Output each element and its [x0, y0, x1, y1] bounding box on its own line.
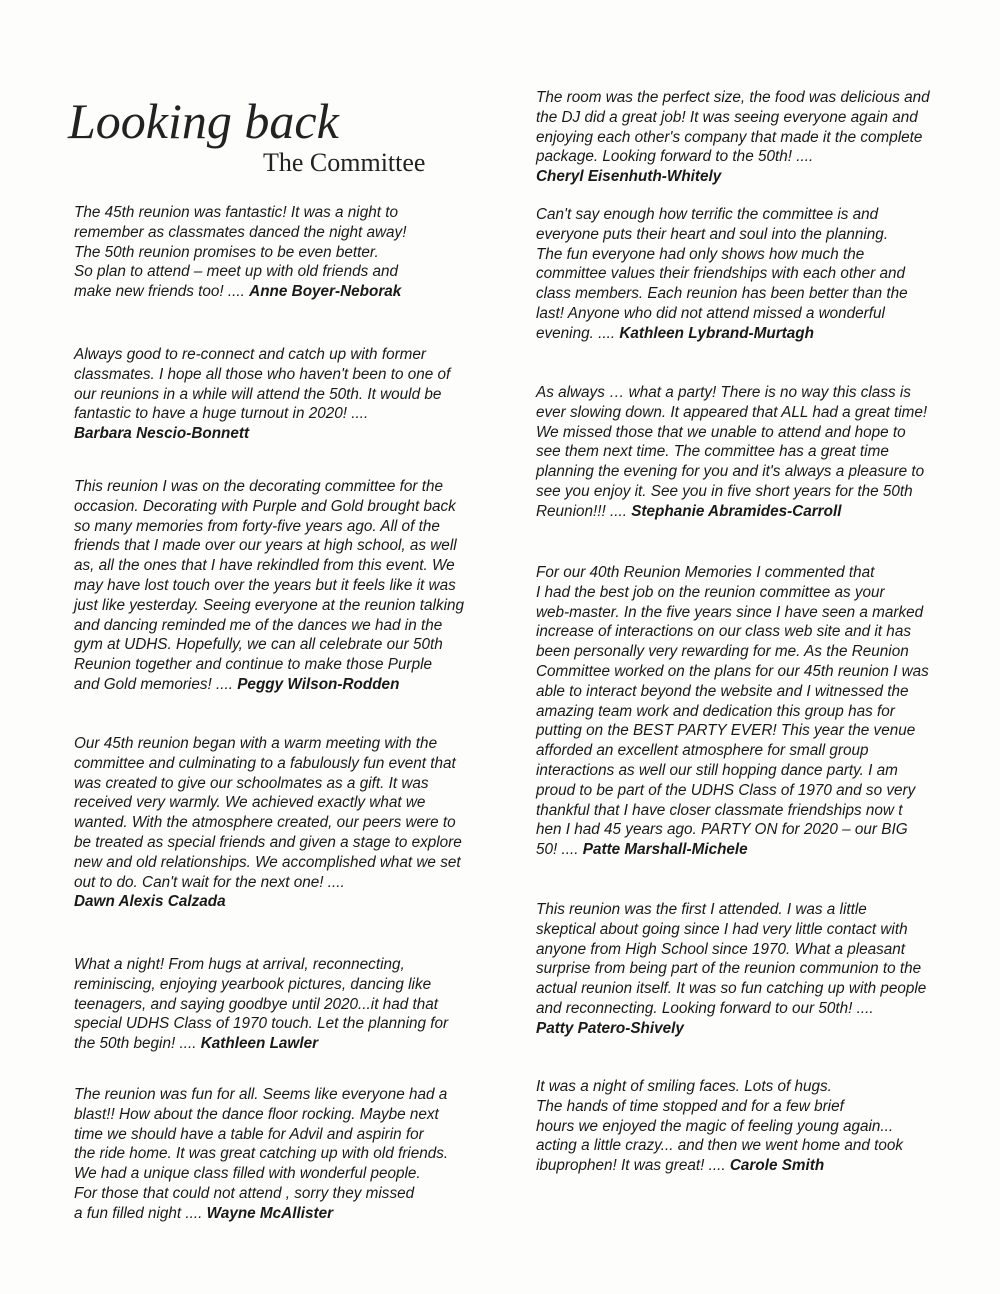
- testimonial-line: see you enjoy it. See you in five short years for the 50th: [536, 482, 913, 500]
- testimonial-line: acting a little crazy... and then we went home and took: [536, 1137, 904, 1155]
- testimonial-line: committee values their friendships with each other and: [536, 265, 906, 283]
- testimonial-line: classmates. I hope all those who haven't been to one of: [74, 365, 451, 383]
- testimonial-author: Stephanie Abramides-Carroll: [631, 502, 842, 520]
- testimonial-line: amazing team work and dedication this group has for: [536, 702, 895, 720]
- testimonial-line: the ride home. It was great catching up with old friends.: [74, 1145, 449, 1163]
- testimonial-line: The hands of time stopped and for a few brief: [536, 1097, 844, 1115]
- testimonial-line: I had the best job on the reunion committee as your: [536, 583, 885, 601]
- testimonial-line: We missed those that we unable to attend and hope to: [536, 423, 906, 441]
- testimonial-line: The reunion was fun for all. Seems like everyone had a: [74, 1086, 448, 1103]
- testimonial-line: be treated as special friends and given a stage to explore: [74, 833, 462, 851]
- testimonial-line: class members. Each reunion has been better than the: [536, 285, 908, 303]
- testimonial-line: increase of interactions on our class web site and it has: [536, 623, 911, 641]
- testimonial-line: afforded an excellent atmosphere for small group: [536, 742, 869, 760]
- testimonial-line: So plan to attend – meet up with old friends and: [74, 263, 398, 281]
- testimonial-line: new and old relationships. We accomplished what we set: [74, 853, 461, 871]
- testimonial-author: Wayne McAllister: [206, 1204, 334, 1222]
- testimonial-line: remember as classmates danced the night away!: [74, 223, 407, 241]
- testimonial-author: Carole Smith: [729, 1157, 825, 1175]
- testimonial-line: planning the evening for you and it's always a pleasure to: [536, 463, 925, 481]
- testimonial-line: Reunion!!! .... Stephanie Abramides-Carroll: [536, 502, 842, 520]
- testimonial-line: gym at UDHS. Hopefully, we can all celebrate our 50th: [74, 636, 443, 654]
- testimonial-author: Anne Boyer-Neborak: [249, 283, 402, 301]
- testimonial-line: ibuprophen! It was great! .... Carole Smith: [536, 1157, 825, 1175]
- testimonial-line: occasion. Decorating with Purple and Gold brought back: [74, 497, 456, 515]
- testimonial-line: just like yesterday. Seeing everyone at the reunion talking: [74, 596, 465, 614]
- testimonial-line: received very warmly. We achieved exactly what we: [74, 794, 426, 812]
- testimonial-line: reminiscing, enjoying yearbook pictures, dancing like: [74, 975, 432, 993]
- testimonial: [74, 203, 406, 302]
- testimonial-line: evening. .... Kathleen Lybrand-Murtagh: [536, 324, 814, 342]
- testimonial-author: Kathleen Lawler: [200, 1035, 319, 1053]
- testimonial-line: This reunion I was on the decorating committee for the: [74, 478, 444, 495]
- testimonial-line: skeptical about going since I had very little contact with: [536, 920, 908, 938]
- testimonial: [536, 88, 930, 187]
- testimonial-line: For our 40th Reunion Memories I commented that: [536, 564, 875, 581]
- testimonial-line: hen I had 45 years ago. PARTY ON for 2020 – our BIG: [536, 821, 908, 839]
- testimonial-line: Reunion together and continue to make those Purple: [74, 656, 433, 674]
- testimonial-line: and dancing reminded me of the dances we had in the: [74, 616, 443, 634]
- testimonial-line: teenagers, and saying goodbye until 2020...it had that: [74, 995, 438, 1013]
- testimonial-line: ever slowing down. It appeared that ALL had a great time!: [536, 403, 928, 421]
- testimonial-line: been personally very rewarding for me. As the Reunion: [536, 643, 909, 661]
- testimonial: [74, 734, 462, 912]
- testimonial-line: 50! .... Patte Marshall-Michele: [536, 841, 748, 859]
- testimonial: [536, 900, 926, 1039]
- testimonial-line: friends that I made over our years at high school, as well: [74, 537, 457, 555]
- testimonial-line: [74, 892, 462, 912]
- testimonial-line: fantastic to have a huge turnout in 2020! ....: [74, 405, 369, 423]
- testimonial-line: surprise from being part of the reunion communion to the: [536, 960, 922, 978]
- testimonial-line: Committee worked on the plans for our 45th reunion I was: [536, 662, 929, 680]
- testimonial-line: What a night! From hugs at arrival, reconnecting,: [74, 956, 405, 973]
- testimonial-line: proud to be part of the UDHS Class of 1970 and so very: [536, 781, 916, 799]
- testimonial-line: special UDHS Class of 1970 touch. Let the planning for: [74, 1015, 449, 1033]
- testimonial-line: interactions as well our still hopping dance party. I am: [536, 761, 898, 779]
- testimonial: [74, 345, 450, 444]
- page-title: Looking back: [68, 93, 339, 149]
- testimonial-line: thankful that I have closer classmate friendships now t: [536, 801, 903, 819]
- testimonial-line: The 45th reunion was fantastic! It was a night to: [74, 204, 398, 221]
- testimonial-line: see them next time. The committee has a great time: [536, 443, 889, 461]
- testimonial-author: Patte Marshall-Michele: [582, 841, 748, 859]
- testimonial-line: package. Looking forward to the 50th! ....: [536, 148, 814, 166]
- testimonial-line: anyone from High School since 1970. What a pleasant: [536, 940, 906, 958]
- testimonial-line: The 50th reunion promises to be even better.: [74, 243, 379, 261]
- testimonial-author: Dawn Alexis Calzada: [74, 893, 226, 911]
- testimonial-line: so many memories from forty-five years ago. All of the: [74, 517, 440, 535]
- testimonial-line: as, all the ones that I have rekindled from this event. We: [74, 557, 455, 575]
- testimonial-line: For those that could not attend , sorry they missed: [74, 1184, 415, 1202]
- testimonial: [536, 205, 908, 344]
- testimonial-line: make new friends too! .... Anne Boyer-Neborak: [74, 283, 402, 301]
- testimonial-line: putting on the BEST PARTY EVER! This year the venue: [536, 722, 916, 740]
- testimonial: [74, 955, 448, 1054]
- testimonial-line: [536, 1019, 926, 1039]
- testimonial: [74, 477, 464, 695]
- testimonial: [74, 1085, 448, 1224]
- testimonial-line: [536, 167, 930, 187]
- testimonial: [536, 563, 929, 860]
- testimonial-author: Barbara Nescio-Bonnett: [74, 425, 250, 443]
- testimonial-line: web-master. In the five years since I have seen a marked: [536, 603, 924, 621]
- testimonial: [536, 1077, 903, 1176]
- testimonial-line: the 50th begin! .... Kathleen Lawler: [74, 1035, 319, 1053]
- testimonial-line: last! Anyone who did not attend missed a wonderful: [536, 304, 885, 322]
- testimonial-line: blast!! How about the dance floor rocking. Maybe next: [74, 1105, 439, 1123]
- page-subtitle: The Committee: [263, 148, 426, 177]
- testimonial-line: enjoying each other's company that made it the complete: [536, 128, 923, 146]
- testimonial-line: a fun filled night .... Wayne McAllister: [74, 1204, 334, 1222]
- testimonial-line: everyone puts their heart and soul into the planning.: [536, 225, 889, 243]
- testimonial-line: and reconnecting. Looking forward to our 50th! ....: [536, 999, 874, 1017]
- testimonial-line: and Gold memories! .... Peggy Wilson-Rodden: [74, 675, 400, 693]
- testimonial-line: This reunion was the first I attended. I was a little: [536, 901, 867, 918]
- testimonial-line: As always … what a party! There is no way this class is: [536, 384, 911, 401]
- testimonial-line: [74, 424, 450, 444]
- testimonial-author: Patty Patero-Shively: [536, 1019, 684, 1037]
- testimonial-line: Always good to re-connect and catch up with former: [74, 346, 427, 363]
- testimonial-line: Our 45th reunion began with a warm meeting with the: [74, 735, 438, 752]
- testimonial-line: out to do. Can't wait for the next one! ....: [74, 873, 345, 891]
- testimonial: [536, 383, 927, 522]
- testimonial-author: Peggy Wilson-Rodden: [237, 675, 400, 693]
- testimonial-line: time we should have a table for Advil and aspirin for: [74, 1125, 424, 1143]
- testimonial-line: hours we enjoyed the magic of feeling young again...: [536, 1117, 894, 1135]
- testimonial-author: Cheryl Eisenhuth-Whitely: [536, 168, 722, 186]
- testimonial-line: was created to give our schoolmates as a gift. It was: [74, 774, 429, 792]
- testimonial-line: The room was the perfect size, the food was delicious and: [536, 89, 930, 106]
- testimonial-line: It was a night of smiling faces. Lots of hugs.: [536, 1078, 832, 1095]
- testimonial-line: wanted. With the atmosphere created, our peers were to: [74, 814, 456, 832]
- testimonial-author: Kathleen Lybrand-Murtagh: [619, 324, 814, 342]
- testimonial-line: The fun everyone had only shows how much the: [536, 245, 865, 263]
- testimonial-line: able to interact beyond the website and I witnessed the: [536, 682, 909, 700]
- testimonial-line: may have lost touch over the years but it feels like it was: [74, 576, 456, 594]
- testimonial-line: committee and culminating to a fabulously fun event that: [74, 754, 456, 772]
- testimonial-line: the DJ did a great job! It was seeing everyone again and: [536, 108, 918, 126]
- testimonial-line: actual reunion itself. It was so fun catching up with people: [536, 980, 927, 998]
- testimonial-line: Can't say enough how terrific the committee is and: [536, 206, 879, 223]
- testimonial-line: We had a unique class filled with wonderful people.: [74, 1165, 421, 1183]
- testimonial-line: our reunions in a while will attend the 50th. It would be: [74, 385, 442, 403]
